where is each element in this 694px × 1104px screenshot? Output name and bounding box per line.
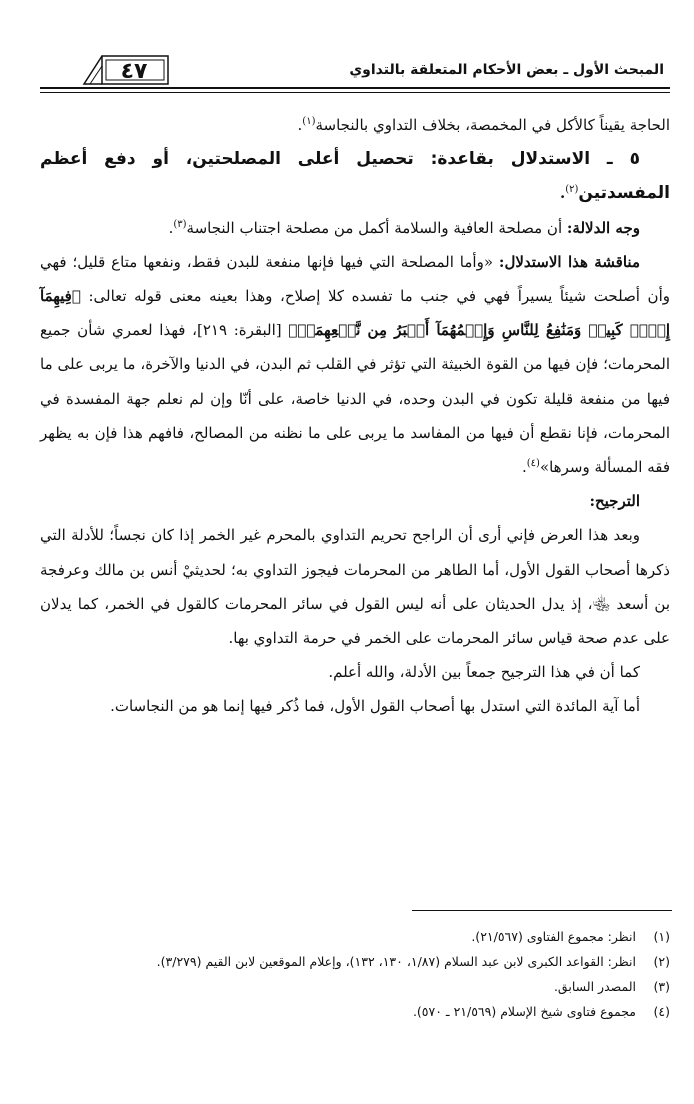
footnote-separator [412,910,672,911]
header-rule [40,87,670,89]
footnotes [40,924,670,1024]
header-rule-thin [40,92,670,93]
paragraph-wajh: وجه الدلالة: أن مصلحة العافية والسلامة أكمل من مصلحة اجتناب النجاسة$^{(٣)}$. [168,218,640,237]
footnote-item: (٣) المصدر السابق. [553,979,670,994]
paragraph-munaqasha: مناقشة هذا الاستدلال: «وأما المصلحة التي فيها فإنها منفعة للبدن فقط، ونفعها متاع قليل؛ فهي وأن أصلحت شيئاً يسيراً فهي في جنب ما تفسده كلا إصلاح، وهذا بعينه معنى قوله تعالى: ﴿فِيهِمَآ إِثۡمٞ كَبِيرٞ وَمَنَٰفِعُ لِلنَّاسِ وَإِثۡمُهُمَآ أَكۡبَرُ مِن نَّفۡعِهِمَاۗ﴾ [البقرة: ٢١٩]، فهذا لعمري شأن جميع المحرمات؛ فإن فيها من القوة الخبيثة التي تؤثر في القلب ثم البدن، في الدنيا والآخرة، ما يربى على ما فيها من منفعة قليلة تكون في البدن وحده، في الدنيا خاصة، على أنّا وإن لم نعلم جهة المفسدة في المحرمات، فإنا نقطع أن فيها من المفاسد ما يربى على ما نظنه من المصالح، فافهم هذا فإن به يظهر فقه المسألة وسرها»$^{(٤)}$. [40,252,670,477]
page-number: ٤٧ [120,59,148,84]
quran-reference: [البقرة: ٢١٩] [196,321,289,340]
paragraph-tarjih-1: وبعد هذا العرض فإني أرى أن الراجح تحريم التداوي بالمحرم غير الخمر إذا كان نجساً؛ للأدلة التي ذكرها أصحاب القول الأول، أما الطاهر من المحرمات فيجوز التداوي به؛ لحديثيْ أنس بن مالك وعرفجة بن أسعد ﵄، إذ يدل الحديثان على أنه ليس القول في سائر المحرمات كالقول في الخمر، كما يدلان على عدم صحة قياس سائر المحرمات على الخمر في حرمة التداوي بها. [40,526,670,648]
footnote-ref-3: (٣) [173,218,187,230]
footnote-item: (١) انظر: مجموع الفتاوى (٢١/٥٦٧). [471,929,670,944]
running-title: المبحث الأول ـ بعض الأحكام المتعلقة بالتداوي [349,62,664,78]
wajh-label: وجه الدلالة: [566,218,640,237]
quran-verse: ﴿فِيهِمَآ إِثۡمٞ كَبِيرٞ وَمَنَٰفِعُ لِلنَّاسِ وَإِثۡمُهُمَآ أَكۡبَرُ مِن نَّفۡعِهِمَاۗ﴾ [40,287,670,340]
munaqasha-label: مناقشة هذا الاستدلال: [498,252,640,271]
footnote-ref-4: (٤) [526,458,540,470]
footnote-ref-2: (٢) [565,184,579,196]
paragraph-tarjih-2: كما أن في هذا الترجيح جمعاً بين الأدلة، والله أعلم. [328,663,640,682]
main-text [40,108,670,724]
tarjih-heading: الترجيح: [589,492,640,511]
footnote-item: (٤) مجموع فتاوى شيخ الإسلام (٢١/٥٦٩ ـ ٥٧٠). [412,1004,670,1019]
page-number-frame [82,54,170,86]
paragraph-tarjih-3: أما آية المائدة التي استدل بها أصحاب القول الأول، فما ذُكر فيها إنما هو من النجاسات. [110,697,640,716]
paragraph-continuation: الحاجة يقيناً كالأكل في المخمصة، بخلاف التداوي بالنجاسة$^{(١)}$. [297,116,670,134]
footnote-ref-1: (١) [302,116,316,127]
footnote-item: (٢) انظر: القواعد الكبرى لابن عبد السلام (١/٨٧، ١٣٠، ١٣٢)، وإعلام الموقعين لابن القيم (٣/٢٧٩). [156,954,670,969]
page-header [40,40,670,92]
section-heading-5: ٥ ـ الاستدلال بقاعدة: تحصيل أعلى المصلحتين، أو دفع أعظم المفسدتين$^{(٢)}$. [40,149,670,204]
